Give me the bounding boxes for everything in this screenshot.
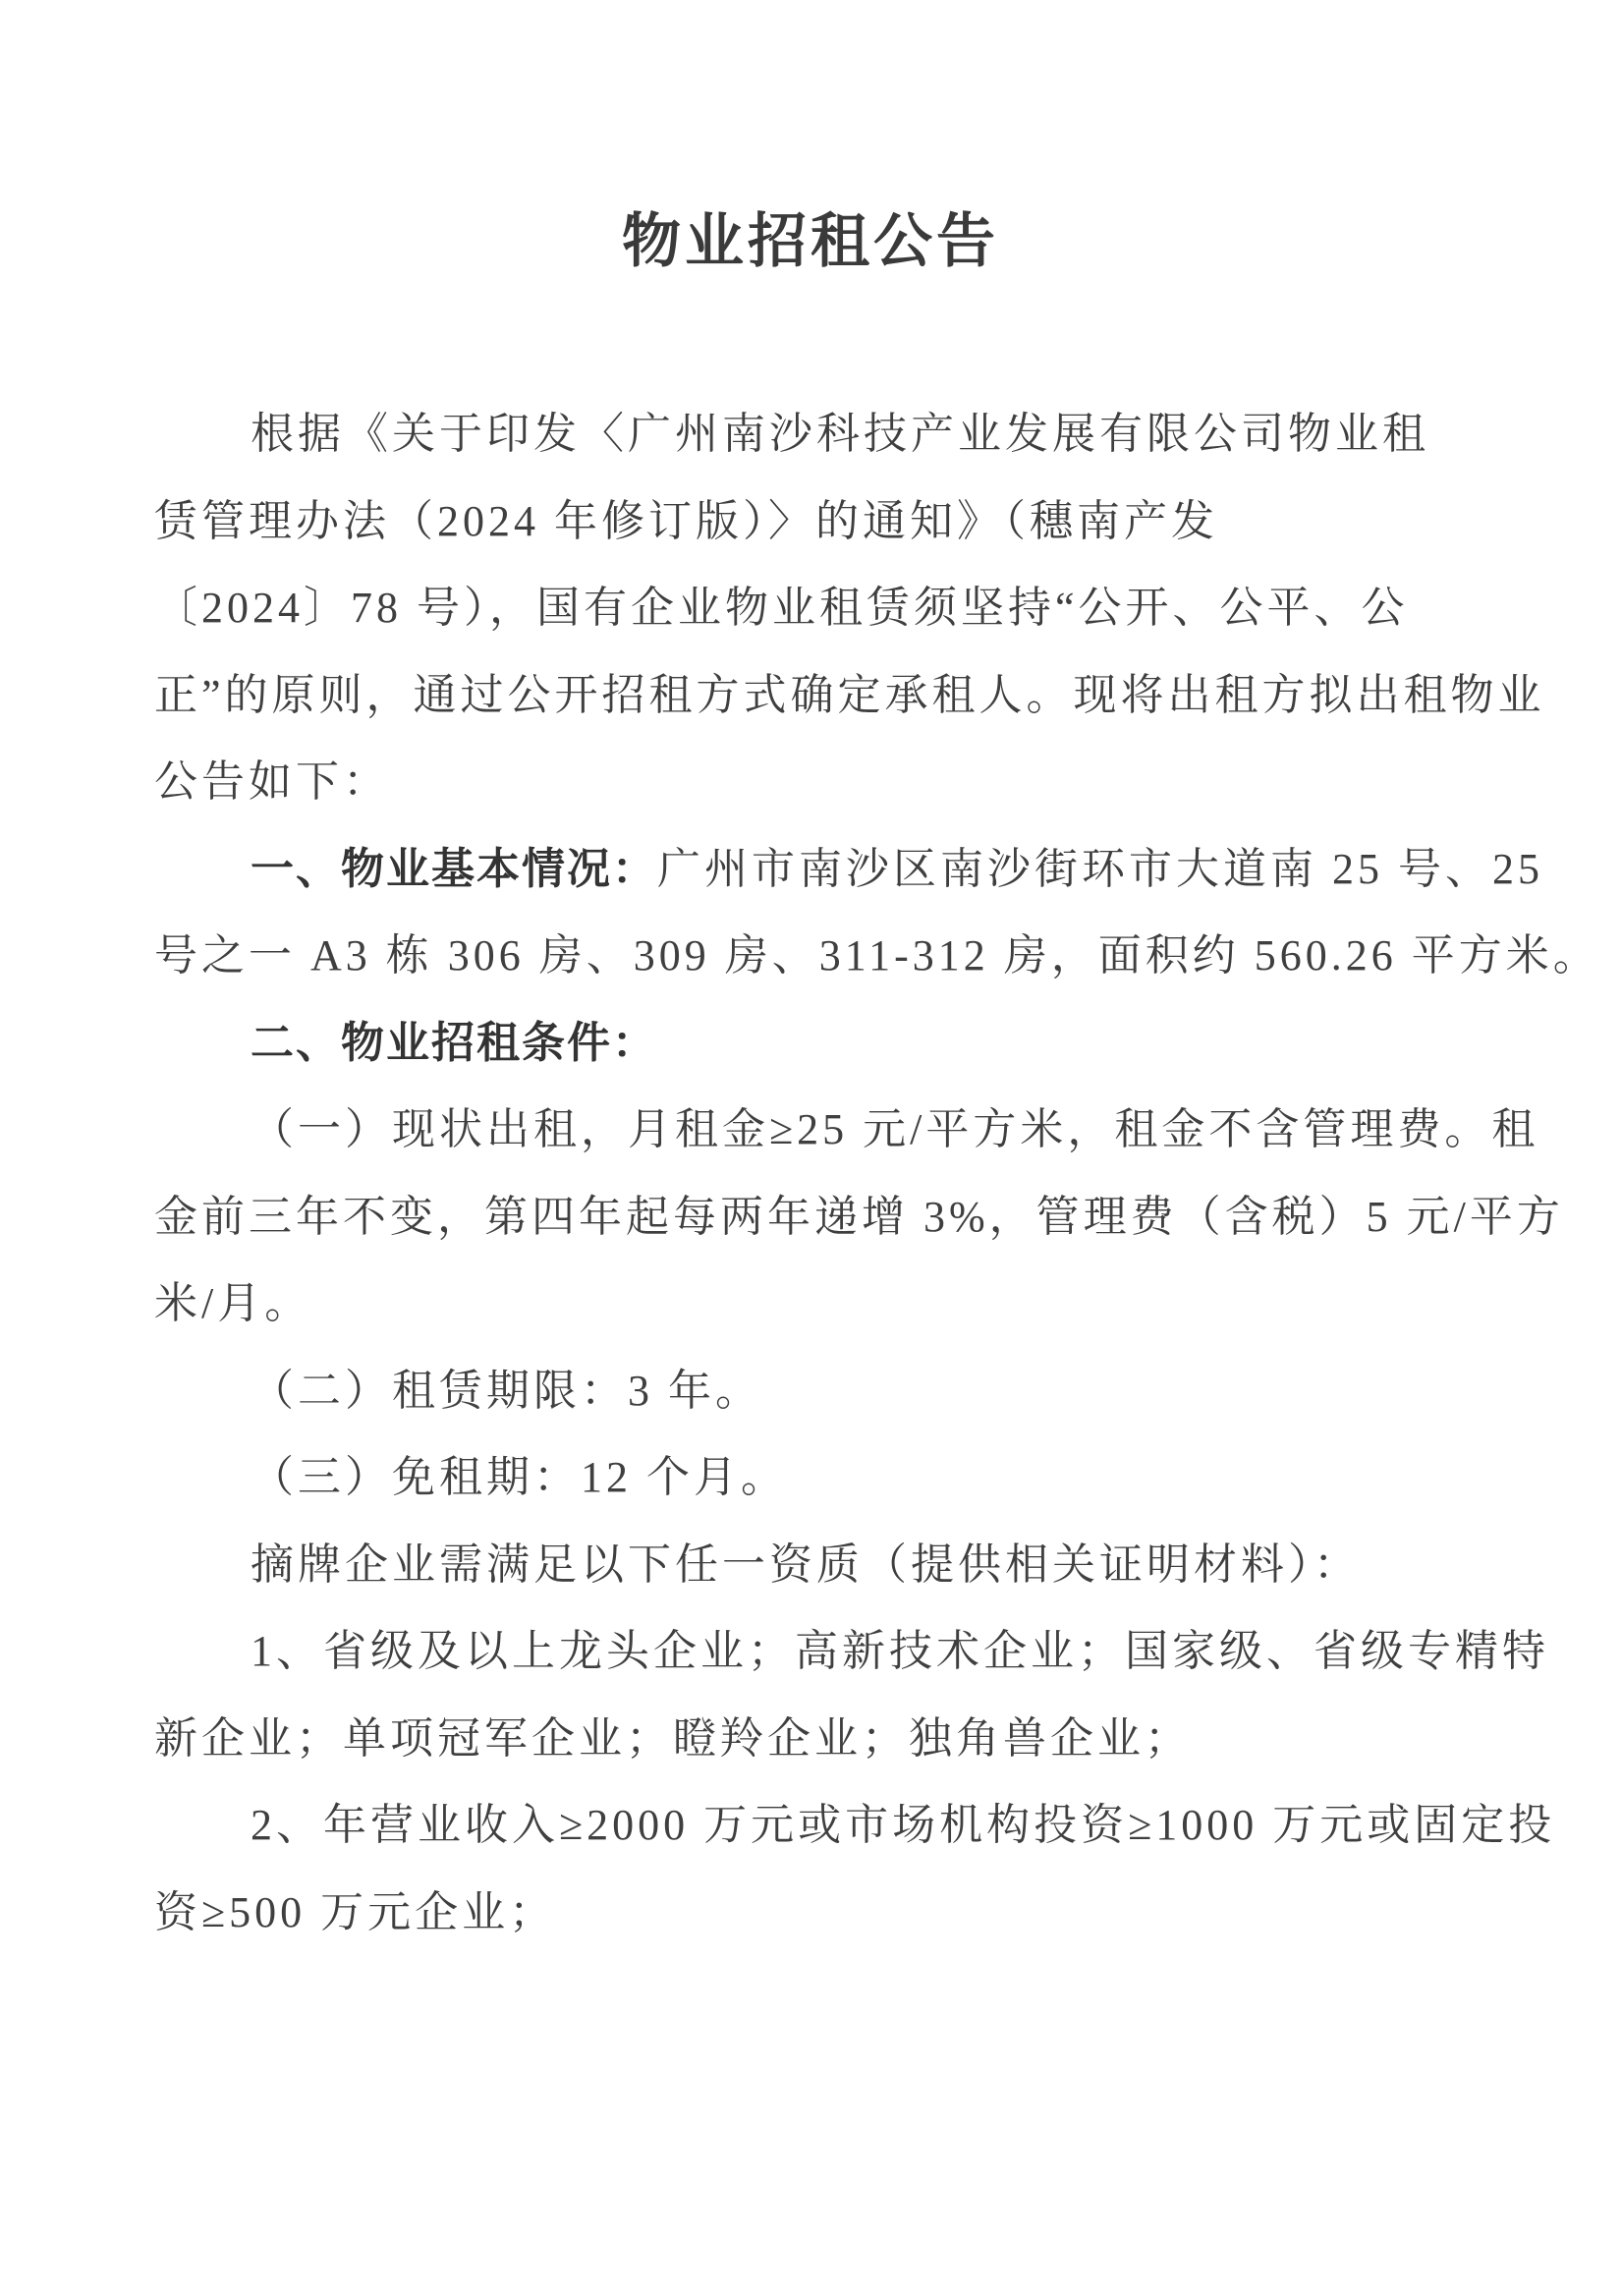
text-run: 赁管理办法（2024 年修订版）〉的通知》（穗南产发 bbox=[154, 496, 1218, 545]
text-line bbox=[154, 1434, 1474, 1522]
text-line bbox=[154, 826, 1543, 914]
text-line bbox=[154, 478, 1474, 566]
heading-text-run: 一、物业基本情况： bbox=[251, 844, 657, 893]
text-run: （二）租赁期限：3 年。 bbox=[251, 1366, 762, 1415]
document-body bbox=[154, 391, 1600, 1956]
text-run: 公告如下： bbox=[154, 757, 390, 806]
text-run: 米/月。 bbox=[154, 1279, 312, 1327]
text-line bbox=[154, 1174, 1564, 1261]
text-line bbox=[154, 1087, 1539, 1174]
text-line bbox=[154, 1608, 1549, 1696]
text-line bbox=[154, 391, 1474, 478]
text-run: 摘牌企业需满足以下任一资质（提供相关证明材料）： bbox=[251, 1540, 1361, 1589]
text-line bbox=[154, 1000, 1474, 1088]
text-run: 资≥500 万元企业； bbox=[154, 1887, 557, 1936]
heading-text-run: 二、物业招租条件： bbox=[251, 1018, 657, 1067]
text-run: 正”的原则，通过公开招租方式确定承租人。现将出租方拟出租物业 bbox=[154, 670, 1545, 719]
text-run: 2、年营业收入≥2000 万元或市场机构投资≥1000 万元或固定投 bbox=[251, 1801, 1556, 1849]
text-line bbox=[154, 1696, 1474, 1783]
text-line bbox=[154, 1522, 1474, 1609]
text-run: 金前三年不变，第四年起每两年递增 3%，管理费（含税）5 元/平方 bbox=[154, 1192, 1564, 1241]
text-run: （三）免租期：12 个月。 bbox=[251, 1453, 788, 1501]
text-run: 〔2024〕78 号），国有企业物业租赁须坚持“公开、公平、公 bbox=[154, 584, 1409, 632]
text-line bbox=[154, 1348, 1474, 1435]
text-run: 新企业；单项冠军企业；瞪羚企业；独角兽企业； bbox=[154, 1713, 1192, 1763]
text-run: 广州市南沙区南沙街环市大道南 25 号、25 bbox=[657, 844, 1543, 893]
text-line bbox=[154, 565, 1474, 652]
text-run: 根据《关于印发〈广州南沙科技产业发展有限公司物业租 bbox=[251, 410, 1429, 458]
text-run: （一）现状出租，月租金≥25 元/平方米，租金不含管理费。租 bbox=[251, 1105, 1539, 1153]
text-line bbox=[154, 652, 1545, 740]
text-line bbox=[154, 1782, 1556, 1870]
text-line bbox=[154, 913, 1600, 1000]
text-line bbox=[154, 739, 1474, 826]
document-title: 物业招租公告 bbox=[622, 209, 999, 274]
text-run: 号之一 A3 栋 306 房、309 房、311-312 房，面积约 560.26 平方米。 bbox=[154, 931, 1600, 980]
text-run: 1、省级及以上龙头企业；高新技术企业；国家级、省级专精特 bbox=[251, 1627, 1549, 1675]
text-line bbox=[154, 1260, 1474, 1348]
text-line bbox=[154, 1870, 1474, 1957]
